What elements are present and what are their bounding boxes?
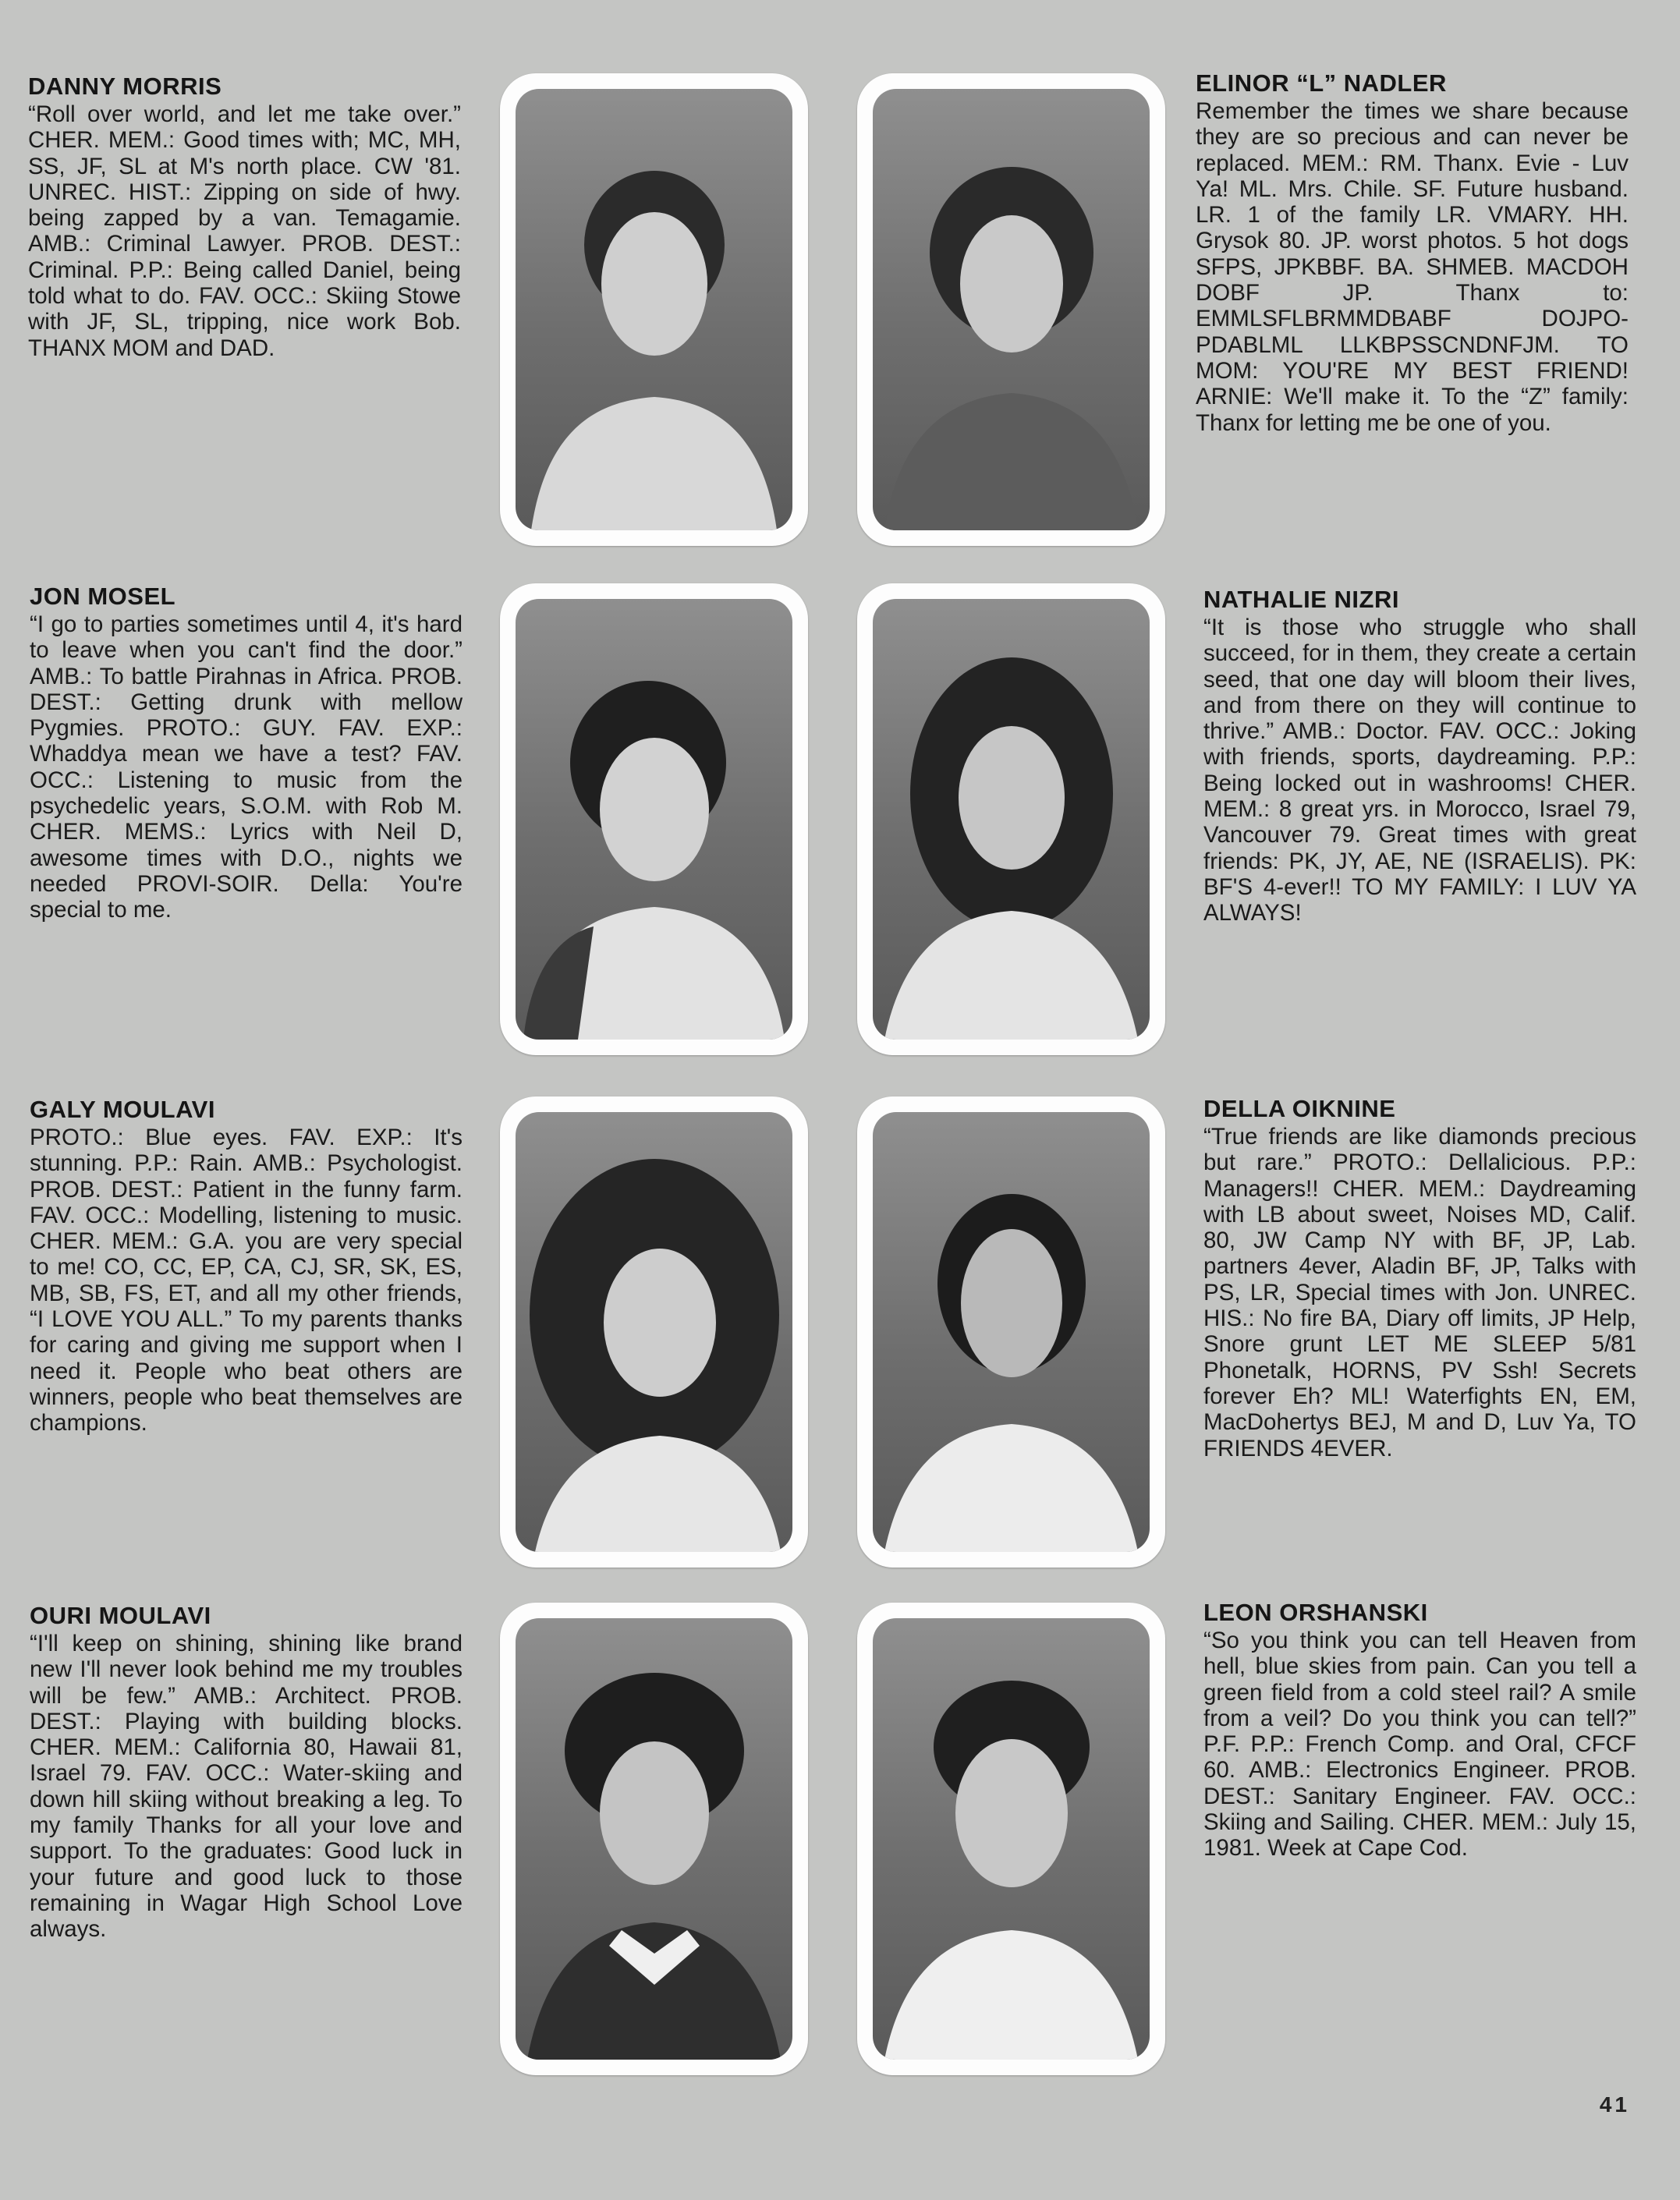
portrait-silhouette — [873, 89, 1150, 530]
student-bio: “It is those who struggle who shall succeed, for in them, they create a certain seed, that one day will bloom their lives, and from there on they will continue to thrive.” AMB.: Doctor. FAV. OCC.: Joking with friends, sports, daydreaming. P.P.: Being locked out in washrooms! CHER. MEM.: 8 great yrs. in Morocco, Israel 79, Vancouver 79. Great times with great friends: PK, JY, AE, NE (ISRAELIS). PK: BF'S 4-ever!! TO MY FAMILY: I LUV YA ALWAYS! — [1203, 615, 1636, 926]
student-bio: PROTO.: Blue eyes. FAV. EXP.: It's stunning. P.P.: Rain. AMB.: Psychologist. PROB. DEST.: Patient in the funny farm. FAV. OCC.: Modelling, listening to music. CHER. MEM.: G.A. you are very special to me! CO, CC, EP, CA, CJ, SR, SK, ES, MB, SB, FS, ET, and all my other friends, “I LOVE YOU ALL.” To my parents thanks for caring and giving me support when I need it. People who beat others are winners, people who beat themselves are champions. — [30, 1125, 463, 1437]
student-bio: “I go to parties sometimes until 4, it's hard to leave when you can't find the door.” AMB.: To battle Pirahnas in Africa. PROB. DEST.: Getting drunk with mellow Pygmies. PROTO.: GUY. FAV. EXP.: Whaddya mean we have a test? FAV. OCC.: Listening to music from the psychedelic years, S.O.M. with Rob M. CHER. MEMS.: Lyrics with Neil D, awesome times with D.O., nights we needed PROVI-SOIR. Della: You're special to me. — [30, 611, 463, 923]
portrait-silhouette — [516, 1618, 792, 2060]
student-name: DELLA OIKNINE — [1203, 1095, 1396, 1122]
portrait-silhouette — [873, 1112, 1150, 1552]
student-entry — [30, 1096, 463, 1437]
portrait-silhouette — [516, 599, 792, 1040]
portrait-silhouette — [516, 1112, 792, 1552]
student-photo-frame — [857, 73, 1165, 546]
student-entry — [28, 73, 461, 361]
student-name: LEON ORSHANSKI — [1203, 1599, 1428, 1626]
student-entry — [30, 1603, 463, 1943]
student-entry — [1203, 1600, 1636, 1862]
student-bio: Remember the times we share because they are so precious and can never be replaced. MEM.: RM. Thanx. Evie - Luv Ya! ML. Mrs. Chile. SF. Future husband. LR. 1 of the family LR. VMARY. HH. Grysok 80. JP. worst photos. 5 hot dogs SFPS, JPKBBF. BA. SHMEB. MACDOH DOBF JP. Thanx to: EMMLSFLBRMMDBABF DOJPO-PDABLML LLKBPSSCNDNFJM. TO MOM: YOU'RE MY BEST FRIEND! ARNIE: We'll make it. To the “Z” family: Thanx for letting me be one of you. — [1196, 98, 1629, 436]
student-photo-frame — [857, 1096, 1165, 1568]
student-bio: “True friends are like diamonds precious but rare.” PROTO.: Dellalicious. P.P.: Managers!! CHER. MEM.: Daydreaming with LB about sweet, Noises MD, Calif. 80, JW Camp NY with BF, JP, Lab. partners 4ever, Aladin BF, JP, Talks with PS, LR, Special times with Jon. UNREC. HIS.: No fire BA, Diary off limits, JP Help, Snore grunt LET ME SLEEP 5/81 Phonetalk, HORNS, PV Ssh! Secrets forever Eh? ML! Waterfights EN, EM, MacDohertys BEJ, M and D, Luv Ya, TO FRIENDS 4EVER. — [1203, 1124, 1636, 1461]
student-photo — [516, 1112, 792, 1552]
student-name: JON MOSEL — [30, 583, 176, 610]
student-name: OURI MOULAVI — [30, 1602, 211, 1629]
student-name: DANNY MORRIS — [28, 73, 222, 100]
student-photo-frame — [500, 1096, 808, 1568]
student-photo — [873, 89, 1150, 530]
student-photo-frame — [500, 1603, 808, 2075]
student-entry — [30, 583, 463, 923]
student-photo-frame — [500, 73, 808, 546]
student-name: GALY MOULAVI — [30, 1096, 215, 1123]
student-photo — [873, 1112, 1150, 1552]
portrait-silhouette — [873, 599, 1150, 1040]
student-entry — [1203, 586, 1636, 926]
portrait-silhouette — [873, 1618, 1150, 2060]
student-photo — [873, 599, 1150, 1040]
student-name: ELINOR “L” NADLER — [1196, 69, 1447, 97]
student-photo — [516, 1618, 792, 2060]
student-photo — [516, 599, 792, 1040]
student-photo-frame — [857, 583, 1165, 1055]
portrait-silhouette — [516, 89, 792, 530]
student-name: NATHALIE NIZRI — [1203, 586, 1399, 613]
student-photo-frame — [500, 583, 808, 1055]
student-bio: “Roll over world, and let me take over.” CHER. MEM.: Good times with; MC, MH, SS, JF, SL at M's north place. CW '81. UNREC. HIST.: Zipping on side of hwy. being zapped by a van. Temagamie. AMB.: Criminal Lawyer. PROB. DEST.: Criminal. P.P.: Being called Daniel, being told what to do. FAV. OCC.: Skiing Stowe with JF, SL, tripping, nice work Bob. THANX MOM and DAD. — [28, 101, 461, 361]
student-photo — [873, 1618, 1150, 2060]
student-photo — [516, 89, 792, 530]
student-bio: “I'll keep on shining, shining like brand new I'll never look behind me my troubles will be few.” AMB.: Architect. PROB. DEST.: Playing with building blocks. CHER. MEM.: California 80, Hawaii 81, Israel 79. FAV. OCC.: Water-skiing and down hill skiing without breaking a leg. To my family Thanks for all your love and support. To the graduates: Good luck in your future and good luck to those remaining in Wagar High School Love always. — [30, 1631, 463, 1943]
page-number: 41 — [1599, 2092, 1630, 2117]
student-photo-frame — [857, 1603, 1165, 2075]
student-entry — [1196, 70, 1629, 436]
student-entry — [1203, 1096, 1636, 1461]
student-bio: “So you think you can tell Heaven from hell, blue skies from pain. Can you tell a green field from a cold steel rail? A smile from a veil? Do you think you can tell?” P.F. P.P.: French Comp. and Oral, CFCF 60. AMB.: Electronics Engineer. PROB. DEST.: Sanitary Engineer. FAV. OCC.: Skiing and Sailing. CHER. MEM.: July 15, 1981. Week at Cape Cod. — [1203, 1628, 1636, 1862]
